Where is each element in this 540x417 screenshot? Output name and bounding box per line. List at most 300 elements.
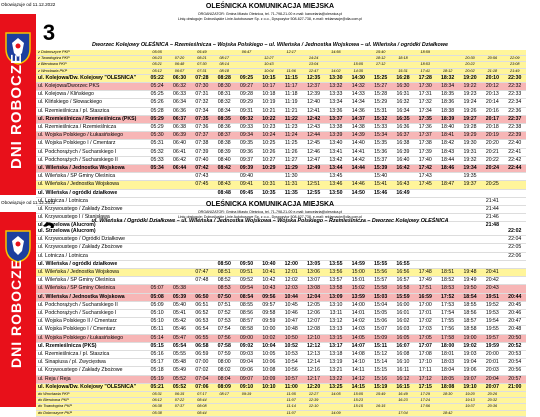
departure-time: 16:43 <box>392 181 414 189</box>
departure-time: 07:47 <box>191 269 213 277</box>
departure-time <box>414 236 436 244</box>
departure-time: 08:38 <box>213 140 235 148</box>
departure-time: 10:40 <box>258 260 280 268</box>
departure-time <box>481 189 503 197</box>
departure-time: 14:59 <box>347 260 369 268</box>
stop-name: ul. Wileńska / SP Gminy Oleśnica <box>36 285 146 293</box>
departure-time: 08:17 <box>213 392 235 398</box>
departure-time <box>414 260 436 268</box>
departure-time: 18:56 <box>459 310 481 318</box>
departure-time: 11:17 <box>280 83 302 91</box>
timetable-row <box>36 326 526 334</box>
stop-name: ul. Podchorążych / Sucharskiego I <box>36 310 146 318</box>
stop-name: do Dobroszyce PKP <box>36 410 146 416</box>
departure-time: 20:43 <box>481 285 503 293</box>
departure-time: 22:41 <box>504 148 527 156</box>
stop-name: ul. Wileńska / ogródki działkowe <box>36 260 146 268</box>
departure-time <box>504 285 527 293</box>
timetable-row <box>36 124 526 132</box>
stop-name: ul. Rzemieślnicza / Rzemieślnicza (PKS) <box>36 115 146 123</box>
departure-time: 17:31 <box>414 91 436 99</box>
departure-time: 14:08 <box>347 351 369 359</box>
departure-time: 14:35 <box>347 68 369 74</box>
departure-time: 16:49 <box>392 392 414 398</box>
departure-time: 17:05 <box>414 334 436 342</box>
departure-time: 18:38 <box>436 107 458 115</box>
departure-time: 21:18 <box>481 68 503 74</box>
departure-time: 15:19 <box>369 383 391 391</box>
departure-time: 14:38 <box>347 124 369 132</box>
departure-time: 05:29 <box>146 115 168 123</box>
departure-time: 19:55 <box>481 326 503 334</box>
departure-time: 09:28 <box>235 91 257 99</box>
departure-time: 19:28 <box>459 124 481 132</box>
departure-time: 12:55 <box>302 189 324 197</box>
departure-time: 09:00 <box>235 334 257 342</box>
departure-time: 22:42 <box>504 156 527 164</box>
departure-time: 09:37 <box>235 156 257 164</box>
departure-time: 16:39 <box>392 148 414 156</box>
departure-time: 17:08 <box>414 351 436 359</box>
operator-line: Linię obsługuje: Dolnośląskie Linie Autobusowe Sp. z o.o., Dyspozytor 508-627-738, e-mail: reklamacje@dla.com.pl <box>177 214 363 219</box>
departure-time: 19:13 <box>459 398 481 404</box>
departure-time: 07:35 <box>191 115 213 123</box>
departure-time: 09:25 <box>235 74 257 82</box>
timetable-row <box>36 189 526 197</box>
departure-time: 19:37 <box>459 404 481 410</box>
departure-time <box>258 228 280 236</box>
departure-time <box>168 277 190 285</box>
departure-time: 12:04 <box>302 293 324 301</box>
departure-time: 19:49 <box>459 277 481 285</box>
departure-time <box>302 410 324 416</box>
departure-time: 07:59 <box>213 351 235 359</box>
departure-time: 17:24 <box>414 398 436 404</box>
departure-time: 20:22 <box>459 62 481 68</box>
departure-time: 08:48 <box>213 189 235 197</box>
departure-time: 10:43 <box>258 62 280 68</box>
departure-time: 07:58 <box>213 342 235 350</box>
departure-time: 19:27 <box>459 115 481 123</box>
departure-time: 15:31 <box>392 68 414 74</box>
departure-time <box>347 244 369 252</box>
departure-time: 22:06 <box>504 252 527 260</box>
departure-time: 05:09 <box>146 301 168 309</box>
stop-name: ul. Podchorążych / Sucharskiego I <box>36 148 146 156</box>
stop-name: ul. Krzywoustego / Zakłady Zbożowe <box>36 367 146 375</box>
departure-time: 08:55 <box>235 301 257 309</box>
departure-time: 11:06 <box>280 68 302 74</box>
departure-time: 11:19 <box>280 99 302 107</box>
departure-time: 12:44 <box>302 132 324 140</box>
departure-time <box>414 244 436 252</box>
departure-time: 14:41 <box>347 148 369 156</box>
departure-time: 06:48 <box>168 62 190 68</box>
side-band <box>0 212 36 407</box>
departure-time: 05:14 <box>146 334 168 342</box>
departure-time: 16:34 <box>392 107 414 115</box>
departure-time: 17:12 <box>369 62 391 68</box>
stop-name: ul. Wileńska / ogródki działkowe <box>36 189 146 197</box>
departure-time: 17:56 <box>414 404 436 410</box>
departure-time: 07:17 <box>191 392 213 398</box>
departure-time: 20:10 <box>481 74 503 82</box>
timetable-row <box>36 359 526 367</box>
departure-time: 12:49 <box>302 165 324 173</box>
departure-time: 11:00 <box>280 383 302 391</box>
departure-time: 17:52 <box>436 293 458 301</box>
departure-time: 11:29 <box>280 165 302 173</box>
departure-time: 14:09 <box>325 410 347 416</box>
stop-name: ul. Kolejowa/Dworzec PKS <box>36 83 146 91</box>
departure-time: 14:02 <box>325 68 347 74</box>
stop-name: ul. Rzemieślnicza / pl. Staszica <box>36 107 146 115</box>
departure-time: 08:17 <box>213 56 235 62</box>
departure-time: 13:45 <box>325 173 347 181</box>
departure-time: 15:31 <box>369 107 391 115</box>
departure-time: 16:11 <box>392 367 414 375</box>
departure-time: 14:36 <box>347 107 369 115</box>
departure-time: 16:15 <box>369 404 391 410</box>
departure-time: 09:41 <box>235 181 257 189</box>
departure-time: 19:37 <box>459 181 481 189</box>
stop-name: ul. Wojska Polskiego I / Cmentarz <box>36 140 146 148</box>
departure-time <box>213 228 235 236</box>
departure-time: 15:46 <box>369 189 391 197</box>
departure-time: 08:44 <box>191 410 213 416</box>
departure-time: 14:01 <box>347 310 369 318</box>
departure-time: 13:11 <box>325 310 347 318</box>
departure-time: 17:43 <box>414 173 436 181</box>
departure-time: 15:25 <box>369 74 391 82</box>
departure-time: 16:32 <box>392 99 414 107</box>
departure-time: 09:59 <box>258 318 280 326</box>
departure-time: 19:53 <box>481 310 503 318</box>
departure-time: 19:00 <box>459 334 481 342</box>
departure-time: 17:55 <box>436 318 458 326</box>
departure-time: 20:14 <box>481 99 503 107</box>
departure-time <box>392 244 414 252</box>
stop-name: ul. Klińskiego / Słowackiego <box>36 99 146 107</box>
departure-time: 15:11 <box>369 342 391 350</box>
departure-time: 05:17 <box>146 359 168 367</box>
departure-time: 16:36 <box>392 124 414 132</box>
departure-time: 14:07 <box>347 342 369 350</box>
departure-time: 09:54 <box>235 285 257 293</box>
departure-time <box>302 228 324 236</box>
departure-time: 17:58 <box>436 334 458 342</box>
departure-time <box>146 269 168 277</box>
departure-time: 21:48 <box>481 222 503 230</box>
departure-time: 20:16 <box>481 107 503 115</box>
departure-time: 21:00 <box>504 383 527 391</box>
departure-time: 22:38 <box>504 124 527 132</box>
departure-time: 18:51 <box>436 269 458 277</box>
departure-time: 19:07 <box>459 375 481 383</box>
departure-time: 10:42 <box>258 277 280 285</box>
departure-time: 10:45 <box>280 301 302 309</box>
departure-time: 05:22 <box>146 74 168 82</box>
departure-time <box>414 189 436 197</box>
departure-time: 15:55 <box>369 260 391 268</box>
departure-time: 10:21 <box>258 107 280 115</box>
stop-name: ul. Wileńska / Jednostka Wojskowa <box>36 181 146 189</box>
departure-time <box>235 236 257 244</box>
departure-time <box>481 260 503 268</box>
departure-time: 16:15 <box>392 383 414 391</box>
departure-time: 10:50 <box>280 334 302 342</box>
departure-time <box>191 260 213 268</box>
departure-time <box>414 252 436 260</box>
departure-time <box>347 252 369 260</box>
departure-time: 06:42 <box>168 156 190 164</box>
departure-time: 05:07 <box>146 285 168 293</box>
departure-time <box>280 252 302 260</box>
stop-name: z Dobroszyce PKP <box>36 50 146 56</box>
departure-time: 21:41 <box>481 197 503 205</box>
departure-time: 05:29 <box>146 124 168 132</box>
departure-time: 12:10 <box>302 334 324 342</box>
departure-time: 13:04 <box>302 62 324 68</box>
departure-time <box>414 410 436 416</box>
departure-time: 05:47 <box>168 334 190 342</box>
departure-time: 15:40 <box>369 173 391 181</box>
departure-time: 15:29 <box>369 99 391 107</box>
departure-time <box>258 252 280 260</box>
departure-time <box>168 252 190 260</box>
departure-time: 20:12 <box>481 83 503 91</box>
departure-time: 07:54 <box>213 326 235 334</box>
departure-time: 06:34 <box>168 99 190 107</box>
departure-time: 09:31 <box>235 107 257 115</box>
departure-time: 14:12 <box>347 375 369 383</box>
departure-time: 10:15 <box>258 74 280 82</box>
departure-time: 11:07 <box>280 398 302 404</box>
departure-time: 06:15 <box>168 392 190 398</box>
departure-time: 06:07 <box>168 68 190 74</box>
departure-time: 17:49 <box>414 277 436 285</box>
departure-time <box>213 252 235 260</box>
departure-time <box>213 236 235 244</box>
departure-time: 13:09 <box>325 293 347 301</box>
stop-name: ul. Sinapiusa / pl. Zwycięstwa <box>36 359 146 367</box>
departure-time: 18:53 <box>414 62 436 68</box>
departure-time: 20:36 <box>481 404 503 410</box>
departure-time: 13:06 <box>302 269 324 277</box>
timetable-row <box>36 173 526 181</box>
timetable-row <box>36 334 526 342</box>
departure-time: 18:41 <box>436 132 458 140</box>
departure-time <box>168 244 190 252</box>
departure-time: 10:44 <box>280 293 302 301</box>
departure-time: 12:47 <box>302 156 324 164</box>
departure-time: 20:02 <box>459 68 481 74</box>
timetable-row <box>36 83 526 91</box>
departure-time: 09:29 <box>235 99 257 107</box>
departure-time: 19:54 <box>481 318 503 326</box>
departure-time: 15:59 <box>392 293 414 301</box>
departure-time: 06:51 <box>191 301 213 309</box>
departure-time: 11:25 <box>280 140 302 148</box>
departure-time: 14:11 <box>347 367 369 375</box>
departure-time: 07:42 <box>191 165 213 173</box>
departure-time <box>481 244 503 252</box>
departure-time: 07:22 <box>168 398 190 404</box>
departure-time: 10:53 <box>280 351 302 359</box>
departure-time: 20:13 <box>481 91 503 99</box>
line-number: 3 <box>42 20 56 45</box>
departure-time: 22:04 <box>504 236 527 244</box>
departure-time <box>168 410 190 416</box>
departure-time: 12:17 <box>302 375 324 383</box>
departure-time: 06:55 <box>191 334 213 342</box>
departure-time: 13:40 <box>325 140 347 148</box>
departure-time <box>369 228 391 236</box>
departure-time: 10:22 <box>258 115 280 123</box>
departure-time: 09:04 <box>235 359 257 367</box>
departure-time: 09:50 <box>235 260 257 268</box>
departure-time: 05:52 <box>168 375 190 383</box>
departure-time <box>459 252 481 260</box>
organizer-details <box>60 12 480 21</box>
stop-name: ul. Wojska Polskiego / Łukasińskiego <box>36 132 146 140</box>
departure-time: 17:39 <box>414 148 436 156</box>
departure-time: 18:58 <box>459 326 481 334</box>
departure-time: 10:04 <box>258 342 280 350</box>
departure-time: 17:34 <box>414 107 436 115</box>
departure-time: 08:31 <box>213 91 235 99</box>
departure-time: 16:30 <box>392 83 414 91</box>
departure-time: 05:33 <box>146 156 168 164</box>
departure-time: 20:46 <box>504 310 527 318</box>
departure-time: 17:15 <box>414 383 436 391</box>
departure-time: 14:02 <box>347 318 369 326</box>
departure-time: 15:27 <box>369 83 391 91</box>
departure-time <box>481 410 503 416</box>
departure-time <box>369 236 391 244</box>
timetable-row <box>36 260 526 268</box>
departure-time: 18:36 <box>436 99 458 107</box>
departure-time: 18:12 <box>436 68 458 74</box>
departure-time: 05:31 <box>146 392 168 398</box>
stop-name: do Wrocławia PKP <box>36 392 146 398</box>
departure-time: 14:15 <box>347 383 369 391</box>
departure-time: 09:27 <box>235 83 257 91</box>
departure-time <box>213 244 235 252</box>
departure-time: 22:34 <box>504 99 527 107</box>
departure-time: 13:42 <box>325 156 347 164</box>
departure-time: 18:01 <box>436 351 458 359</box>
departure-time <box>504 189 527 197</box>
stop-name: ul. Wojska Polskiego II / Cmentarz <box>36 318 146 326</box>
timetable-row <box>36 252 526 260</box>
departure-time: 10:19 <box>258 99 280 107</box>
departure-time: 12:39 <box>302 398 324 404</box>
departure-time: 10:00 <box>258 326 280 334</box>
departure-time: 13:12 <box>325 318 347 326</box>
departure-time: 05:28 <box>146 107 168 115</box>
departure-time: 14:42 <box>347 156 369 164</box>
departure-time: 07:00 <box>191 359 213 367</box>
departure-time: 14:56 <box>325 50 347 56</box>
departure-time: 14:50 <box>347 189 369 197</box>
departure-time: 20:56 <box>504 367 527 375</box>
timetable-row <box>36 74 526 82</box>
departure-time: 17:45 <box>414 181 436 189</box>
departure-time: 15:02 <box>347 285 369 293</box>
departure-time: 14:33 <box>347 91 369 99</box>
departure-time: 05:16 <box>146 351 168 359</box>
departure-time: 10:24 <box>258 132 280 140</box>
departure-time: 20:20 <box>481 140 503 148</box>
departure-time: 16:31 <box>392 91 414 99</box>
departure-time: 11:14 <box>280 404 302 410</box>
timetable-row <box>36 91 526 99</box>
departure-time: 05:30 <box>146 132 168 140</box>
departure-time: 11:27 <box>280 156 302 164</box>
departure-time: 14:05 <box>325 392 347 398</box>
departure-time: 21:49 <box>504 68 527 74</box>
departure-time: 10:31 <box>258 181 280 189</box>
departure-time <box>280 228 302 236</box>
departure-time: 19:32 <box>459 156 481 164</box>
departure-time: 22:02 <box>504 228 527 236</box>
departure-time: 18:43 <box>436 148 458 156</box>
departure-time <box>258 410 280 416</box>
departure-time <box>235 244 257 252</box>
departure-time: 12:01 <box>280 269 302 277</box>
departure-time: 13:19 <box>325 359 347 367</box>
stop-name: ul. Podchorążych / Sucharskiego II <box>36 156 146 164</box>
departure-time: 15:41 <box>369 181 391 189</box>
departure-time: 15:14 <box>369 359 391 367</box>
departure-time: 14:39 <box>347 132 369 140</box>
departure-time: 12:42 <box>302 115 324 123</box>
departure-time: 09:10 <box>235 383 257 391</box>
departure-time: 09:03 <box>235 351 257 359</box>
departure-time: 15:15 <box>369 367 391 375</box>
departure-time <box>168 228 190 236</box>
departure-time: 12:45 <box>302 140 324 148</box>
departure-time: 19:20 <box>459 74 481 82</box>
departure-time: 17:00 <box>414 301 436 309</box>
departure-time <box>436 252 458 260</box>
departure-time: 07:34 <box>191 107 213 115</box>
departure-time: 08:42 <box>213 165 235 173</box>
departure-time: 22:30 <box>504 74 527 82</box>
departure-time: 16:35 <box>392 115 414 123</box>
departure-time <box>459 244 481 252</box>
departure-time: 20:24 <box>481 165 503 173</box>
stop-name: ul. Strzelowa (Alucrom) <box>36 222 146 230</box>
departure-time: 15:36 <box>369 148 391 156</box>
departure-time: 20:17 <box>481 115 503 123</box>
departure-time: 20:47 <box>504 318 527 326</box>
departure-time: 12:07 <box>302 318 324 326</box>
departure-time: 16:58 <box>392 285 414 293</box>
departure-time <box>146 244 168 252</box>
departure-time <box>325 228 347 236</box>
departure-time: 15:23 <box>347 398 369 404</box>
departure-time: 08:36 <box>213 124 235 132</box>
stop-name: ul. Kolejowa / Klińskiego <box>36 91 146 99</box>
departure-time: 06:12 <box>146 398 168 404</box>
departure-time <box>325 236 347 244</box>
departure-time: 12:12 <box>302 342 324 350</box>
departure-time: 15:05 <box>347 62 369 68</box>
timetable-row <box>36 410 526 416</box>
departure-time: 07:04 <box>191 375 213 383</box>
